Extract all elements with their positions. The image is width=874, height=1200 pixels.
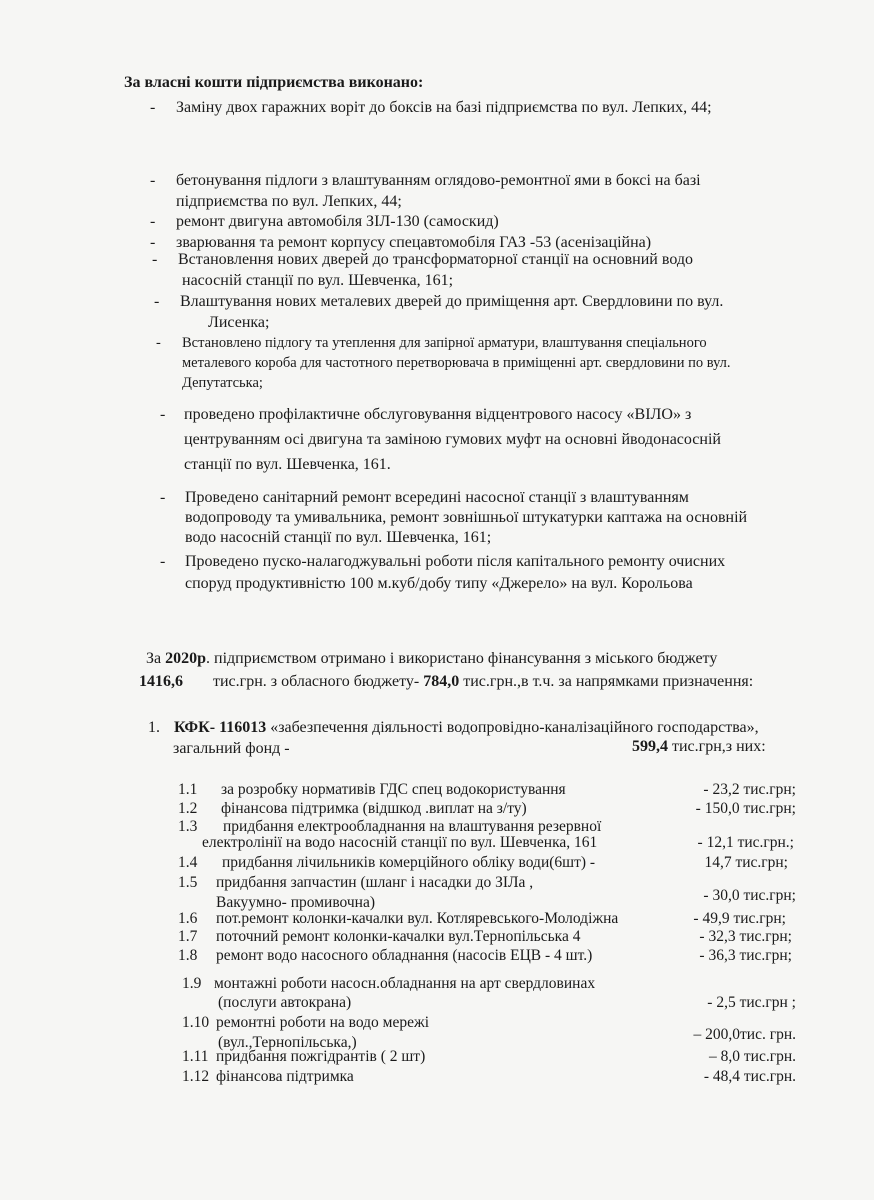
kfk-description: «забезпечення діяльності водопровідно-каналізаційного господарства»,	[270, 719, 759, 736]
item-description: монтажні роботи насосн.обладнання на арт свердловинах	[214, 975, 596, 992]
item-amount: 14,7 тис.грн;	[704, 854, 788, 871]
item-amount: - 12,1 тис.грн.;	[697, 834, 794, 851]
item-amount: - 48,4 тис.грн.	[703, 1068, 796, 1085]
kfk-fund-amount	[632, 736, 766, 757]
work-line: ремонт двигуна автомобіля ЗІЛ-130 (самоскид)	[176, 213, 499, 230]
item-description: придбання електрообладнання на влаштування резервної	[223, 818, 602, 835]
work-line: Заміну двох гаражних воріт до боксів на базі підприємства по вул. Лепких, 44;	[176, 99, 712, 116]
work-line: підприємства по вул. Лепких, 44;	[176, 193, 402, 210]
item-description: придбання лічильників комерційного обліку води(6шт) -	[222, 854, 596, 871]
item-amount: – 200,0тис. грн.	[693, 1026, 796, 1043]
work-line: водопроводу та умивальника, ремонт зовнішньої штукатурки каптажа на основній	[185, 509, 748, 526]
work-line: Влаштування нових металевих дверей до приміщення арт. Свердловини по вул.	[180, 293, 724, 310]
item-description: пот.ремонт колонки-качалки вул. Котляревського-Молодіжна	[216, 910, 619, 927]
item-number: 1.3	[178, 818, 198, 835]
funding-text: . підприємством отримано і використано фінансування з міського бюджету	[206, 650, 718, 667]
work-line: Депутатська;	[182, 375, 263, 391]
funding-paragraph-line1	[146, 648, 717, 669]
bullet-dash: -	[152, 251, 158, 268]
work-line: бетонування підлоги з влаштуванням оглядово-ремонтної ями в боксі на базі	[176, 172, 701, 189]
item-description: Вакуумно- промивочна)	[216, 894, 376, 911]
item-description: (вул.,Тернопільська,)	[218, 1034, 357, 1051]
bullet-dash: -	[154, 293, 160, 310]
item-amount: - 49,9 тис.грн;	[693, 910, 786, 927]
item-description: фінансова підтримка	[216, 1068, 354, 1085]
item-description: придбання пожгідрантів ( 2 шт)	[216, 1048, 426, 1065]
item-amount: - 2,5 тис.грн ;	[707, 994, 796, 1011]
item-description: електролінії на водо насосній станції по вул. Шевченка, 161	[202, 834, 598, 851]
kfk-number: 1.	[148, 719, 160, 736]
bullet-dash: -	[150, 234, 156, 251]
bullet-dash: -	[150, 213, 156, 230]
item-number: 1.12	[182, 1068, 210, 1085]
work-line: Встановлення нових дверей до трансформаторної станції на основний водо	[178, 251, 693, 268]
item-number: 1.10	[182, 1014, 210, 1031]
item-number: 1.1	[178, 781, 198, 798]
bullet-dash: -	[150, 99, 156, 116]
item-number: 1.8	[178, 947, 198, 964]
funding-paragraph-line2	[139, 671, 753, 692]
item-amount: - 32,3 тис.грн;	[699, 928, 792, 945]
kfk-line	[148, 717, 759, 738]
item-number: 1.7	[178, 928, 198, 945]
work-line: насосній станції по вул. Шевченка, 161;	[182, 272, 454, 289]
item-number: 1.6	[178, 910, 198, 927]
funding-text: За	[146, 650, 166, 667]
item-number: 1.4	[178, 854, 198, 871]
bullet-dash: -	[150, 172, 156, 189]
item-description: поточний ремонт колонки-качалки вул.Тернопільська 4	[216, 928, 581, 945]
item-number: 1.2	[178, 800, 198, 817]
bullet-dash: -	[156, 335, 161, 351]
item-amount: – 8,0 тис.грн.	[709, 1048, 796, 1065]
item-number: 1.5	[178, 874, 198, 891]
item-description: ремонт водо насосного обладнання (насосів ЕЦВ - 4 шт.)	[216, 947, 593, 964]
kfk-amount: 599,4	[632, 738, 668, 755]
item-amount: - 150,0 тис.грн;	[695, 800, 796, 817]
budget-item	[178, 817, 796, 857]
budget-item	[178, 873, 796, 913]
bullet-dash: -	[160, 553, 166, 570]
kfk-code: КФК- 116013	[174, 719, 267, 736]
work-line: проведено профілактичне обслуговування відцентрового насосу «ВІЛО» з	[184, 406, 692, 423]
bullet-dash: -	[160, 489, 166, 506]
funding-year: 2020р	[165, 650, 207, 667]
work-line: Лисенка;	[208, 314, 270, 331]
work-line: Встановлено підлогу та утеплення для запірної арматури, влаштування спеціального	[182, 335, 707, 351]
kfk-fund-label: загальний фонд -	[173, 740, 290, 757]
item-description: за розробку нормативів ГДС спец водокористування	[221, 781, 566, 798]
item-description: ремонтні роботи на водо мережі	[216, 1014, 430, 1031]
item-amount: - 36,3 тис.грн;	[699, 947, 792, 964]
work-line: металевого короба для частотного перетворювача в приміщенні арт. свердловини по вул.	[182, 355, 731, 371]
work-line: зварювання та ремонт корпусу спецавтомобіля ГАЗ -53 (асенізаційна)	[176, 234, 652, 251]
funding-text: тис.грн. з обласного бюджету-	[213, 673, 420, 690]
city-budget-amount: 1416,6	[139, 673, 183, 690]
item-description: придбання запчастин (шланг і насадки до ЗІЛа ,	[216, 874, 534, 891]
item-amount: - 23,2 тис.грн;	[703, 781, 796, 798]
bullet-dash: -	[160, 406, 166, 423]
kfk-amount-suffix: тис.грн,з них:	[672, 738, 766, 755]
work-line: водо насосній станції по вул. Шевченка, 161;	[185, 529, 492, 546]
work-line: Проведено пуско-налагоджувальні роботи після капітального ремонту очисних	[185, 553, 726, 570]
work-line: центруванням осі двигуна та заміною гумових муфт на основні йводонасосній	[184, 431, 721, 448]
region-budget-amount: 784,0	[423, 673, 460, 690]
work-line: станції по вул. Шевченка, 161.	[184, 456, 391, 473]
item-number: 1.9	[182, 975, 202, 992]
item-amount: - 30,0 тис.грн;	[703, 887, 796, 904]
work-line: споруд продуктивністю 100 м.куб/добу типу «Джерело» на вул. Корольова	[185, 575, 693, 592]
section-heading: За власні кошти підприємства виконано:	[124, 74, 424, 91]
work-line: Проведено санітарний ремонт всередині насосної станції з влаштуванням	[185, 489, 689, 506]
item-description: (послуги автокрана)	[218, 994, 352, 1011]
item-description: фінансова підтримка (відшкод .виплат на з/ту)	[221, 800, 527, 817]
item-number: 1.11	[182, 1048, 209, 1065]
funding-text: тис.грн.,в т.ч. за напрямками призначення:	[463, 673, 754, 690]
budget-item	[182, 974, 796, 1014]
